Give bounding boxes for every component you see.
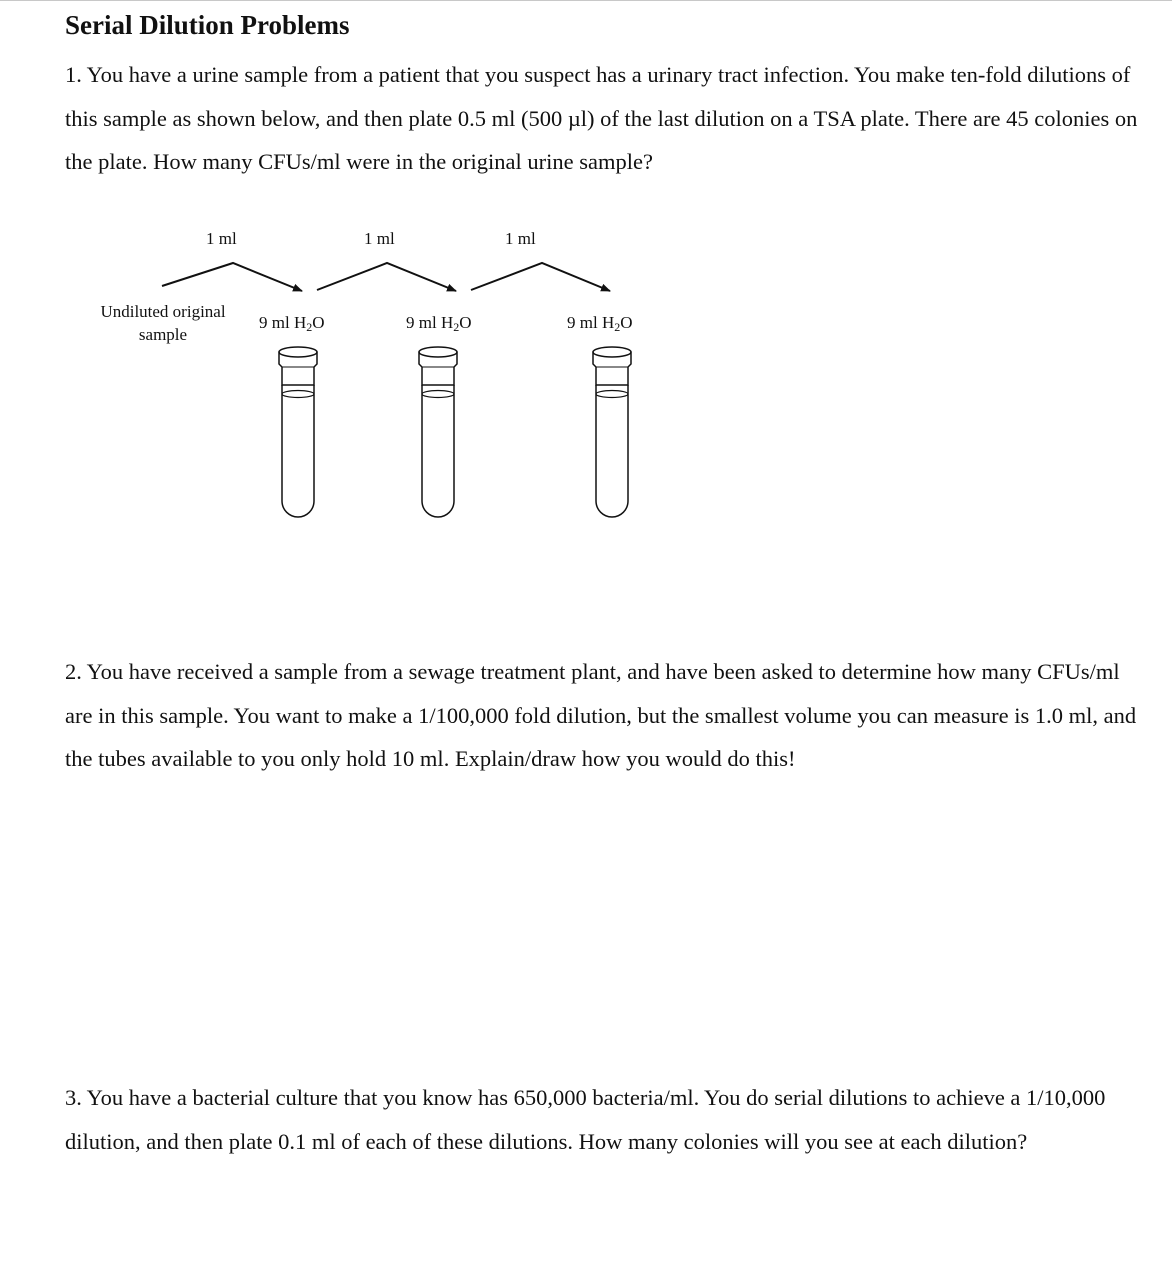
tube-2-label: 9 ml $H_2O$ — [406, 313, 472, 334]
test-tube-1 — [279, 347, 317, 517]
question-1: 1. You have a urine sample from a patient that you suspect has a urinary tract infection. You make ten-fold dilutions of this sample as shown below, and then plate 0.5 ml (500 µl) of the last dilution on a TSA plate. There are 45 colonies on the plate. How many CFUs/ml were in the original urine sample? — [65, 62, 1138, 174]
transfer-label-2: 1 ml — [364, 229, 395, 248]
tube-1-label: 9 ml $H_2O$ — [259, 313, 325, 334]
question-3: 3. You have a bacterial culture that you know has 650,000 bacteria/ml. You do serial dilutions to achieve a 1/10,000 dilution, and then plate 0.1 ml of each of these dilutions. How many colonies will you see at each dilution? — [65, 1085, 1106, 1154]
transfer-label-3: 1 ml — [505, 229, 536, 248]
test-tube-3 — [593, 347, 631, 517]
transfer-arrow-3 — [471, 263, 610, 291]
page-title: Serial Dilution Problems — [65, 10, 350, 40]
transfer-arrow-1 — [162, 263, 302, 291]
test-tube-2 — [419, 347, 457, 517]
transfer-arrow-2 — [317, 263, 456, 291]
transfer-label-1: 1 ml — [206, 229, 237, 248]
tube-3-label: 9 ml $H_2O$ — [567, 313, 633, 334]
question-2: 2. You have received a sample from a sewage treatment plant, and have been asked to determine how many CFUs/ml are in this sample. You want to make a 1/100,000 fold dilution, but the smallest volume you can measure is 1.0 ml, and the tubes available to you only hold 10 ml. Explain/draw how you would do this! — [65, 659, 1137, 771]
undiluted-label-line-1: Undiluted original — [100, 302, 226, 321]
undiluted-sample-label — [88, 300, 238, 346]
top-rule — [0, 0, 1172, 1]
dilution-diagram-graphic — [0, 220, 1172, 530]
undiluted-label-line-2: sample — [138, 325, 188, 344]
serial-dilution-diagram — [0, 220, 1172, 530]
